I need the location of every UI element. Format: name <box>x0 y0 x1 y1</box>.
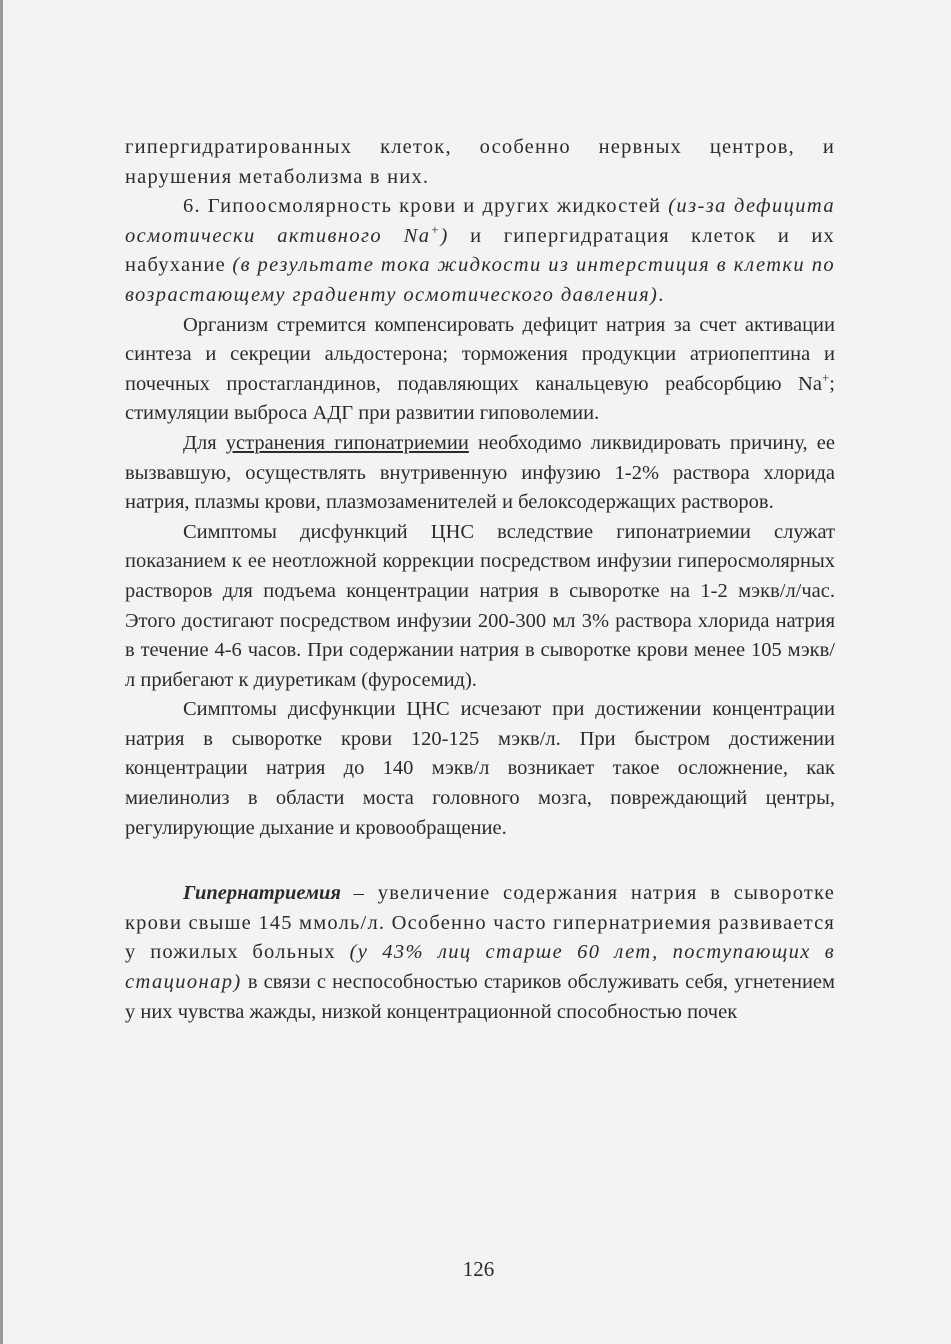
paragraph-2: 6. Гипоосмолярность крови и других жидкостей (из-за дефицита осмотически активного Na+) и гипергидратация клеток и их набухание (в результате тока жидкости из интерстиция в клетки по возрастающему градиенту осмотического давления). <box>125 195 836 306</box>
p2-italic-b: (в результате тока жидкости из интерстиция в клетки по возрастающему градиенту осмотического давления) <box>125 254 835 306</box>
paragraph-6: Симптомы дисфункции ЦНС исчезают при достижении концентрации натрия в сыворотке крови 120-125 мэкв/л. При быстром достижении концентрации натрия до 140 мэкв/л возникает такое осложнение, как миелинолиз в области моста головного мозга, повреждающий центры, регулирующие дыхание и кровообращение. <box>125 698 835 839</box>
page-number: 126 <box>462 1257 495 1281</box>
paragraph-7: Гипернатриемия – увеличение содержания натрия в сыворотке крови свыше 145 ммоль/л. Особенно часто гипернатриемия развивается у пожилых больных (у 43% лиц старше 60 лет, поступающих в стационар) в связи с неспособностью стариков обслуживать себя, угнетением у них чувства жажды, низкой концентрационной способностью почек <box>125 882 836 1023</box>
p2-italic-a: (из-за дефицита осмотически активного Na+) <box>125 195 835 247</box>
p2-text-b: и гипергидратация клеток и их набухание <box>125 224 836 277</box>
paragraph-5: Симптомы дисфункций ЦНС вследствие гипонатриемии служат показанием к ее неотложной коррекции посредством инфузии гиперосмолярных растворов для подъема концентрации натрия в сыворотке на 1-2 мэкв/л/час. Этого достигают посредством инфузии 200-300 мл 3% раствора хлорида натрия в течение 4-6 часов. При содержании натрия в сыворотке крови менее 105 мэкв/л прибегают к диуретикам (фуросемид). <box>125 520 835 691</box>
body-text <box>125 133 835 1027</box>
paragraph-3: Организм стремится компенсировать дефицит натрия за счет активации синтеза и секреции альдостерона; торможения продукции атриопептина и почечных простагландинов, подавляющих канальцевую реабсорбцию Na+; стимуляции выброса АДГ при развитии гиповолемии. <box>125 313 835 425</box>
underlined-term: устранения гипонатриемии <box>225 431 469 454</box>
p7-italic: (у 43% лиц старше 60 лет, поступающих в стационар) <box>125 941 836 994</box>
p2-text-a: 6. Гипоосмолярность крови и других жидкостей <box>183 195 669 218</box>
paragraph-4: Для устранения гипонатриемии необходимо ликвидировать причину, ее вызвавшую, осуществлять внутривенную инфузию 1-2% раствора хлорида натрия, плазмы крови, плазмозаменителей и белоксодержащих растворов. <box>125 431 835 514</box>
paragraph-1: гипергидратированных клеток, особенно нервных центров, и нарушения метаболизма в них. <box>125 136 835 188</box>
term-hypernatremia: Гипернатриемия <box>183 882 341 905</box>
